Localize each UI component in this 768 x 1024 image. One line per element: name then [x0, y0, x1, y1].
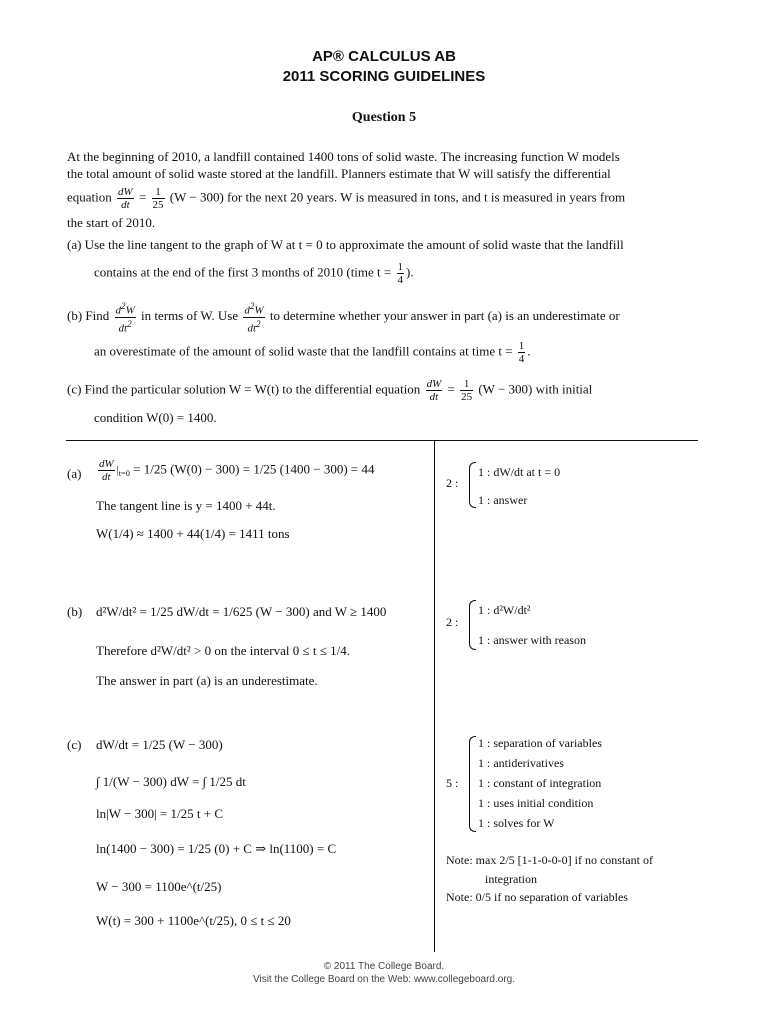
part-b-determine: to determine whether your answer in part (a) is an underestimate or — [269, 308, 620, 324]
intro-line-3: equation $\frac{dW}{dt}$ = $\frac{1}{25}$ (W − 300) for the next 20 years. W is measured in tons, and t is measured in years from — [67, 186, 626, 211]
rubric-a-points: 2 : — [446, 476, 459, 490]
rubric-b-item-1: 1 : d²W/dt² — [478, 603, 531, 617]
intro-line-4: the start of 2010. — [67, 215, 156, 230]
rubric-a-item-2: 1 : answer — [478, 493, 528, 507]
one-quarter-fraction: $\frac{1}{4}$ — [397, 261, 403, 286]
part-b-line-2: an overestimate of the amount of solid waste that the landfill contains at time t = $\frac{1}{4}$ . — [94, 340, 531, 365]
rubric-c-item-5: 1 : solves for W — [478, 816, 555, 830]
solution-c-line-6: W(t) = 300 + 1100e^(t/25), 0 ≤ t ≤ 20 — [96, 913, 291, 928]
header-line-2: 2011 SCORING GUIDELINES — [282, 68, 486, 85]
footer-website: Visit the College Board on the Web: www.collegeboard.org. — [252, 974, 515, 985]
rubric-c-item-4: 1 : uses initial condition — [478, 796, 594, 810]
rubric-c-item-2: 1 : antiderivatives — [478, 756, 564, 770]
one-25-fraction-2: $\frac{1}{25}$ — [461, 378, 473, 403]
rubric-c-brace — [469, 736, 476, 832]
rubric-c-points: 5 : — [446, 776, 459, 790]
rubric-b-item-2: 1 : answer with reason — [478, 633, 586, 647]
dw-dt-fraction-3: $\frac{dW}{dt}$ — [99, 458, 114, 483]
solution-c-line-2: ∫ 1/(W − 300) dW = ∫ 1/25 dt — [96, 774, 246, 789]
part-b-line-2-text: an overestimate of the amount of solid waste that the landfill contains at time t = — [94, 343, 513, 359]
intro-line-2: the total amount of solid waste stored at the landfill. Planners estimate that W will satisfy the differential — [67, 166, 611, 181]
rubric-note-1: Note: max 2/5 [1-1-0-0-0] if no constant of — [446, 853, 653, 867]
rubric-b-brace — [469, 600, 476, 650]
part-b-terms: in terms of W. Use — [141, 308, 239, 324]
d2w-dt2-fraction: $\frac{d^2W}{dt^2}$ — [115, 301, 135, 335]
rubric-a-item-1: 1 : dW/dt at t = 0 — [478, 465, 561, 479]
part-c-line-1: (c) Find the particular solution W = W(t) to the differential equation $\frac{dW}{dt}$ = $\frac{1}{25}$ (W − 300) with initial — [67, 378, 593, 403]
part-a-line-1: (a) Use the line tangent to the graph of W at t = 0 to approximate the amount of solid waste that the landfill — [67, 237, 624, 252]
section-divider — [66, 440, 698, 441]
part-b-line-1 — [67, 300, 727, 334]
part-b-find: (b) Find — [67, 308, 110, 324]
solution-b-line-2: Therefore d²W/dt² > 0 on the interval 0 ≤ t ≤ 1/4. — [96, 643, 350, 658]
solution-a-line-3: W(1/4) ≈ 1400 + 44(1/4) = 1411 tons — [96, 526, 290, 541]
solution-a-label: (a) — [67, 466, 82, 481]
part-c-tail: (W − 300) with initial — [478, 381, 593, 397]
solution-c-line-3: ln|W − 300| = 1/25 t + C — [96, 806, 223, 821]
solution-c-line-4: ln(1400 − 300) = 1/25 (0) + C ⇒ ln(1100) = C — [96, 841, 337, 856]
solution-a-line-2: The tangent line is y = 1400 + 44t. — [96, 498, 276, 513]
rubric-c-item-1: 1 : separation of variables — [478, 736, 602, 750]
dw-dt-fraction-2: $\frac{dW}{dt}$ — [426, 378, 442, 403]
solution-b-label: (b) — [67, 604, 83, 619]
footer — [0, 960, 768, 986]
intro-line-1: At the beginning of 2010, a landfill contained 1400 tons of solid waste. The increasing function W models — [67, 149, 620, 164]
d2w-dt2-fraction-2: $\frac{d^2W}{dt^2}$ — [244, 301, 264, 335]
one-quarter-fraction-2: $\frac{1}{4}$ — [518, 340, 525, 365]
rubric-b-points: 2 : — [446, 615, 459, 629]
part-a-line-2-text: contains at the end of the first 3 months of 2010 (time t = — [94, 264, 392, 280]
header-line-1: AP® CALCULUS AB — [312, 48, 456, 65]
intro-line-3-lead: equation — [67, 189, 112, 205]
one-25-fraction: $\frac{1}{25}$ — [152, 186, 164, 211]
rubric-note-1-cont: integration — [485, 872, 537, 886]
part-c-line-2: condition W(0) = 1400. — [94, 410, 217, 425]
footer-copyright: © 2011 The College Board. — [323, 961, 445, 972]
dw-dt-fraction: $\frac{dW}{dt}$ — [118, 186, 133, 211]
part-c-lead: (c) Find the particular solution W = W(t) to the differential equation — [67, 381, 421, 397]
column-divider — [434, 441, 435, 952]
solution-c-line-1: dW/dt = 1/25 (W − 300) — [96, 737, 223, 752]
intro-line-3-tail: (W − 300) for the next 20 years. W is measured in tons, and t is measured in years from — [169, 189, 626, 205]
solution-a-eq1: $\frac{dW}{dt}$ $|_{t=0} = 1/25$ (W(0) − 300) = 1/25 (1400 − 300) = 44 — [99, 458, 375, 483]
solution-a-eq1-tail: = 1/25 (W(0) − 300) = 1/25 (1400 − 300) = 44 — [133, 461, 375, 477]
solution-c-line-5: W − 300 = 1100e^(t/25) — [96, 879, 222, 894]
part-a-line-2: contains at the end of the first 3 months of 2010 (time t = $\frac{1}{4}$ ). — [94, 261, 414, 286]
solution-c-label: (c) — [67, 737, 82, 752]
solution-b-line-1: d²W/dt² = 1/25 dW/dt = 1/625 (W − 300) and W ≥ 1400 — [96, 604, 387, 619]
rubric-note-2: Note: 0/5 if no separation of variables — [446, 890, 628, 904]
rubric-c-item-3: 1 : constant of integration — [478, 776, 602, 790]
question-title: Question 5 — [351, 110, 417, 125]
rubric-a-brace — [469, 462, 476, 508]
solution-b-line-3: The answer in part (a) is an underestimate. — [96, 673, 318, 688]
